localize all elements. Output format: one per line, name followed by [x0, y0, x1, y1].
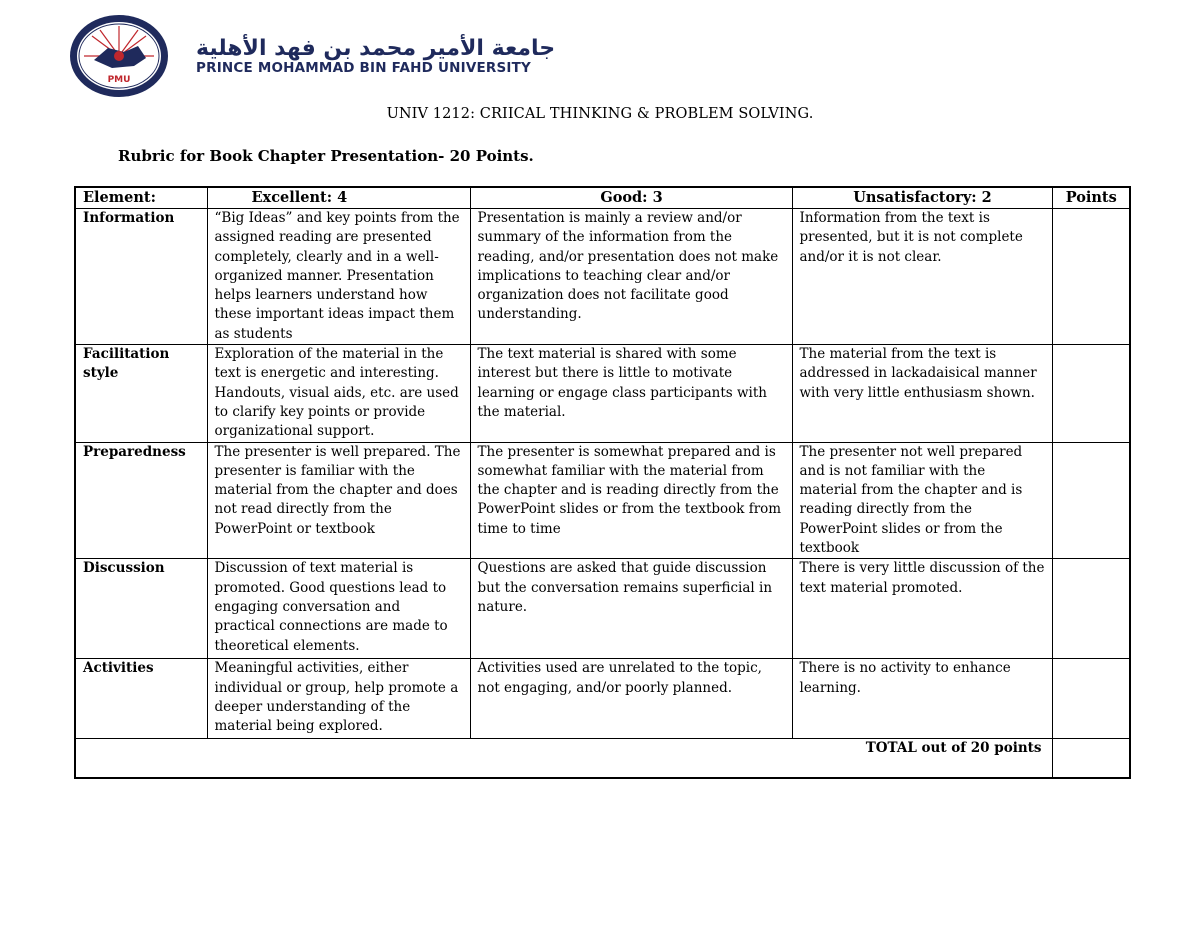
unsatisfactory-cell: The material from the text is addressed in lackadaisical manner with very little enthusiasm shown. [792, 345, 1052, 442]
seal-text: PMU [107, 75, 131, 85]
element-cell: Facilitation style [75, 345, 207, 442]
total-label: TOTAL out of 20 points [75, 739, 1052, 778]
good-cell: Presentation is mainly a review and/or summary of the information from the reading, and/or presentation does not make implications to teaching clear and/or organization does not facilitate good understanding. [470, 209, 792, 345]
table-row [75, 659, 1130, 739]
table-row [75, 559, 1130, 659]
table-row [75, 345, 1130, 442]
unsatisfactory-cell: The presenter not well prepared and is not familiar with the material from the chapter and is reading directly from the PowerPoint slides or from the textbook [792, 442, 1052, 559]
university-name-arabic: جامعة الأمير محمد بن فهد الأهلية [196, 36, 556, 61]
element-cell: Activities [75, 659, 207, 739]
header-points: Points [1052, 187, 1130, 209]
points-cell[interactable] [1052, 209, 1130, 345]
rubric-table [74, 186, 1131, 779]
course-title: UNIV 1212: CRIICAL THINKING & PROBLEM SOLVING. [386, 106, 814, 122]
element-cell: Preparedness [75, 442, 207, 559]
unsatisfactory-cell: There is no activity to enhance learning. [792, 659, 1052, 739]
excellent-cell: The presenter is well prepared. The presenter is familiar with the material from the chapter and does not read directly from the PowerPoint or textbook [207, 442, 470, 559]
excellent-cell: “Big Ideas” and key points from the assigned reading are presented completely, clearly and in a well-organized manner. Presentation helps learners understand how these important ideas impact them as students [207, 209, 470, 345]
element-cell: Information [75, 209, 207, 345]
table-row [75, 442, 1130, 559]
points-cell[interactable] [1052, 345, 1130, 442]
header-element: Element: [75, 187, 207, 209]
element-cell: Discussion [75, 559, 207, 659]
unsatisfactory-cell: Information from the text is presented, but it is not complete and/or it is not clear. [792, 209, 1052, 345]
excellent-cell: Meaningful activities, either individual or group, help promote a deeper understanding of the material being explored. [207, 659, 470, 739]
total-points-cell[interactable] [1052, 739, 1130, 778]
points-cell[interactable] [1052, 659, 1130, 739]
good-cell: Activities used are unrelated to the topic, not engaging, and/or poorly planned. [470, 659, 792, 739]
header-excellent: Excellent: 4 [207, 187, 470, 209]
excellent-cell: Exploration of the material in the text is energetic and interesting. Handouts, visual aids, etc. are used to clarify key points or provide organizational support. [207, 345, 470, 442]
university-header [68, 14, 556, 104]
unsatisfactory-cell: There is very little discussion of the text material promoted. [792, 559, 1052, 659]
university-name-english: PRINCE MOHAMMAD BIN FAHD UNIVERSITY [196, 60, 532, 76]
header-good: Good: 3 [470, 187, 792, 209]
header-row [75, 187, 1130, 209]
rubric-title: Rubric for Book Chapter Presentation- 20 Points. [118, 147, 534, 165]
good-cell: Questions are asked that guide discussion but the conversation remains superficial in nature. [470, 559, 792, 659]
points-cell[interactable] [1052, 442, 1130, 559]
total-row [75, 739, 1130, 778]
good-cell: The presenter is somewhat prepared and is somewhat familiar with the material from the chapter and is reading directly from the PowerPoint slides or from the textbook from time to time [470, 442, 792, 559]
excellent-cell: Discussion of text material is promoted. Good questions lead to engaging conversation and practical connections are made to theoretical elements. [207, 559, 470, 659]
points-cell[interactable] [1052, 559, 1130, 659]
table-row [75, 209, 1130, 345]
good-cell: The text material is shared with some interest but there is little to motivate learning or engage class participants with the material. [470, 345, 792, 442]
university-seal-logo [68, 14, 170, 98]
header-unsatisfactory: Unsatisfactory: 2 [792, 187, 1052, 209]
